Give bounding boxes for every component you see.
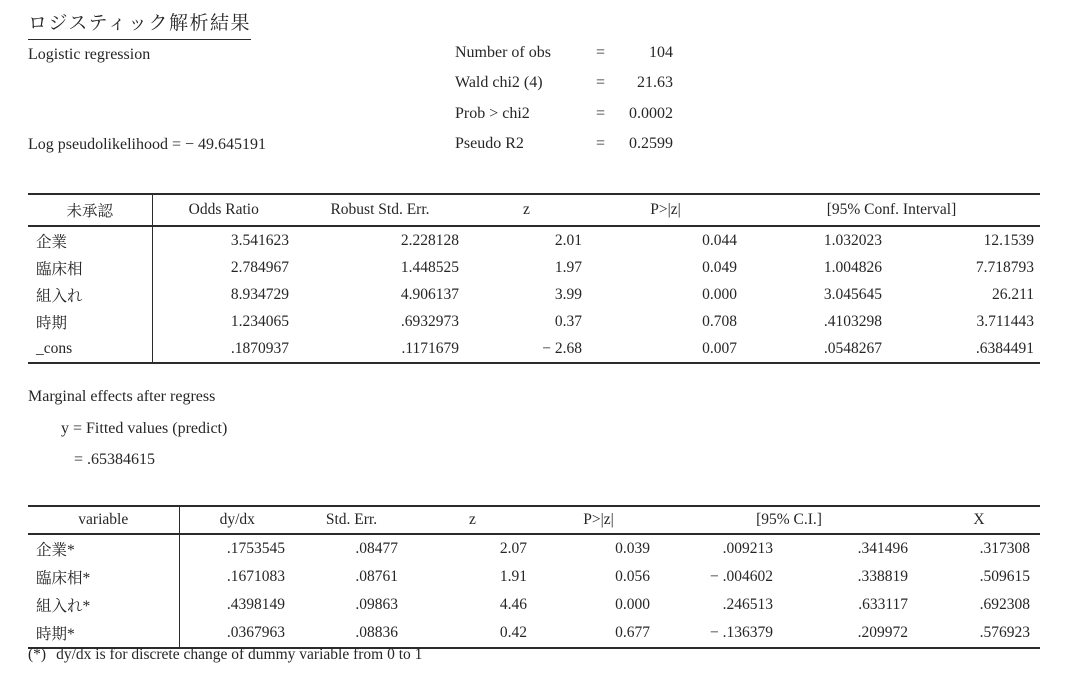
cell-std-err: 4.906137 bbox=[400, 285, 459, 303]
cell-z: 0.42 bbox=[499, 624, 527, 641]
stat-value: 21.63 bbox=[637, 74, 673, 92]
table-footnote bbox=[28, 646, 422, 664]
cell-ci-high: .338819 bbox=[857, 568, 908, 585]
marginal-effects-value-line: = .65384615 bbox=[74, 451, 156, 468]
column-header-p: P>|z| bbox=[537, 506, 660, 534]
table-row bbox=[28, 591, 1040, 619]
cell-p: 0.056 bbox=[615, 568, 650, 585]
table-header-row bbox=[28, 194, 1040, 226]
cell-std-err: .1171679 bbox=[401, 339, 459, 357]
stat-label: Number of obs bbox=[455, 44, 551, 61]
stat-row-number-of-obs bbox=[455, 44, 673, 74]
cell-ci-low: − .136379 bbox=[710, 624, 773, 641]
stat-label: Pseudo R2 bbox=[455, 135, 524, 153]
column-header-ci: [95% C.I.] bbox=[660, 506, 918, 534]
cell-z: 1.97 bbox=[554, 258, 582, 276]
cell-z: 3.99 bbox=[554, 285, 582, 303]
row-label: 企業* bbox=[28, 534, 179, 563]
cell-dydx: .1753545 bbox=[226, 540, 285, 557]
column-header-odds-ratio: Odds Ratio bbox=[152, 194, 295, 226]
column-header-robust-std-err: Robust Std. Err. bbox=[295, 194, 465, 226]
table-header-row bbox=[28, 506, 1040, 534]
row-label: _cons bbox=[28, 335, 152, 363]
stat-row-pseudo-r2 bbox=[455, 135, 673, 165]
cell-ci-low: .009213 bbox=[722, 540, 773, 557]
cell-ci-high: .633117 bbox=[858, 596, 908, 613]
cell-z: 4.46 bbox=[499, 596, 527, 613]
row-label: 企業 bbox=[28, 226, 152, 254]
equals-sign: = bbox=[596, 44, 606, 61]
fit-statistics bbox=[455, 44, 673, 166]
cell-dydx: .0367963 bbox=[226, 624, 285, 641]
cell-z: 2.01 bbox=[554, 231, 582, 249]
cell-p: 0.044 bbox=[702, 231, 737, 249]
cell-ci-low: .4103298 bbox=[823, 312, 882, 330]
cell-std-err: .08836 bbox=[355, 624, 398, 641]
cell-ci-low: 3.045645 bbox=[823, 285, 882, 303]
cell-z: − 2.68 bbox=[542, 339, 582, 357]
cell-ci-low: − .004602 bbox=[710, 568, 773, 585]
cell-z: 1.91 bbox=[499, 568, 527, 585]
stat-row-wald-chi2 bbox=[455, 74, 673, 104]
stat-label: Prob > chi2 bbox=[455, 104, 530, 122]
column-header-dydx: dy/dx bbox=[179, 506, 295, 534]
cell-p: 0.039 bbox=[615, 540, 650, 557]
cell-std-err: 2.228128 bbox=[400, 231, 459, 249]
column-header-x: X bbox=[918, 506, 1040, 534]
cell-x: .576923 bbox=[979, 624, 1030, 641]
table-row bbox=[28, 563, 1040, 591]
cell-dydx: .4398149 bbox=[226, 596, 285, 613]
cell-ci-high: 7.718793 bbox=[975, 258, 1034, 276]
cell-std-err: .08477 bbox=[355, 540, 398, 557]
stat-row-prob-chi2 bbox=[455, 105, 673, 135]
cell-ci-high: .341496 bbox=[857, 540, 908, 557]
table-row bbox=[28, 619, 1040, 648]
cell-std-err: .6932973 bbox=[400, 312, 459, 330]
equals-sign: = bbox=[596, 135, 606, 153]
cell-ci-high: .209972 bbox=[857, 624, 908, 641]
stat-value: 0.0002 bbox=[629, 104, 673, 122]
cell-odds-ratio: 3.541623 bbox=[230, 231, 289, 249]
cell-ci-low: .0548267 bbox=[823, 339, 882, 357]
cell-p: 0.049 bbox=[702, 258, 737, 276]
equals-sign: = bbox=[596, 104, 606, 122]
cell-ci-low: 1.004826 bbox=[823, 258, 882, 276]
row-label: 組入れ* bbox=[28, 591, 179, 619]
model-label: Logistic regression bbox=[28, 46, 151, 63]
equals-sign: = bbox=[596, 74, 606, 92]
cell-x: .317308 bbox=[979, 540, 1030, 557]
cell-ci-high: 12.1539 bbox=[983, 231, 1034, 249]
marginal-effects-y-line: y = Fitted values (predict) bbox=[61, 420, 228, 437]
stat-label: Wald chi2 (4) bbox=[455, 74, 543, 92]
footnote-marker: (*) bbox=[28, 646, 47, 663]
stat-value: 104 bbox=[649, 44, 673, 61]
row-label: 時期 bbox=[28, 308, 152, 335]
table-row bbox=[28, 254, 1040, 281]
odds-ratio-table bbox=[28, 193, 1040, 364]
cell-p: 0.007 bbox=[702, 339, 737, 357]
cell-odds-ratio: 8.934729 bbox=[230, 285, 289, 303]
cell-x: .509615 bbox=[979, 568, 1030, 585]
cell-z: 2.07 bbox=[499, 540, 527, 557]
column-header-z: z bbox=[465, 194, 588, 226]
marginal-effects-heading: Marginal effects after regress bbox=[28, 388, 216, 405]
table-row bbox=[28, 335, 1040, 363]
cell-z: 0.37 bbox=[554, 312, 582, 330]
cell-ci-high: 3.711443 bbox=[976, 312, 1034, 330]
cell-ci-low: 1.032023 bbox=[823, 231, 882, 249]
cell-p: 0.677 bbox=[615, 624, 650, 641]
table-row bbox=[28, 281, 1040, 308]
row-label: 臨床相* bbox=[28, 563, 179, 591]
cell-x: .692308 bbox=[979, 596, 1030, 613]
table-row bbox=[28, 226, 1040, 254]
cell-p: 0.000 bbox=[702, 285, 737, 303]
column-header-depvar: 未承認 bbox=[28, 194, 152, 226]
cell-ci-high: .6384491 bbox=[975, 339, 1034, 357]
cell-ci-low: .246513 bbox=[722, 596, 773, 613]
column-header-variable: variable bbox=[28, 506, 179, 534]
cell-odds-ratio: 2.784967 bbox=[230, 258, 289, 276]
footnote-text: dy/dx is for discrete change of dummy variable from 0 to 1 bbox=[56, 646, 423, 663]
cell-dydx: .1671083 bbox=[226, 568, 285, 585]
column-header-conf-interval: [95% Conf. Interval] bbox=[743, 194, 1040, 226]
row-label: 組入れ bbox=[28, 281, 152, 308]
cell-odds-ratio: .1870937 bbox=[230, 339, 289, 357]
table-row bbox=[28, 534, 1040, 563]
cell-std-err: .09863 bbox=[355, 596, 398, 613]
cell-std-err: .08761 bbox=[355, 568, 398, 585]
row-label: 臨床相 bbox=[28, 254, 152, 281]
column-header-p: P>|z| bbox=[588, 194, 743, 226]
page-title: ロジスティック解析結果 bbox=[28, 8, 251, 40]
table-row bbox=[28, 308, 1040, 335]
cell-ci-high: 26.211 bbox=[991, 285, 1034, 303]
marginal-effects-table bbox=[28, 505, 1040, 649]
cell-p: 0.000 bbox=[615, 596, 650, 613]
cell-p: 0.708 bbox=[702, 312, 737, 330]
column-header-z: z bbox=[408, 506, 537, 534]
cell-std-err: 1.448525 bbox=[400, 258, 459, 276]
stat-value: 0.2599 bbox=[629, 135, 673, 153]
log-pseudolikelihood: Log pseudolikelihood = − 49.645191 bbox=[28, 136, 267, 153]
column-header-std-err: Std. Err. bbox=[295, 506, 408, 534]
cell-odds-ratio: 1.234065 bbox=[230, 312, 289, 330]
row-label: 時期* bbox=[28, 619, 179, 648]
